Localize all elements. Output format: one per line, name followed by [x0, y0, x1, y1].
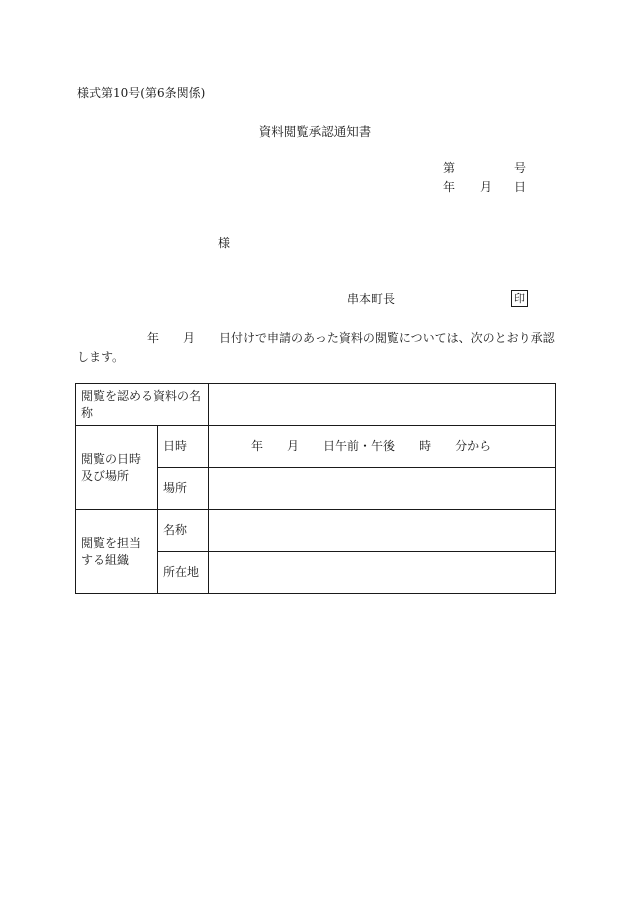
doc-date-day: 日	[514, 180, 527, 194]
addressee-honorific: 様	[218, 236, 231, 250]
doc-number-suffix: 号	[514, 161, 527, 175]
document-title: 資料閲覧承認通知書	[258, 124, 372, 139]
doc-number-prefix: 第	[443, 161, 456, 175]
table-row	[76, 426, 556, 468]
dt-month: 月	[287, 439, 300, 453]
doc-date-month: 月	[480, 180, 493, 194]
table-row	[76, 510, 556, 552]
dt-year: 年	[251, 439, 264, 453]
doc-date-year: 年	[443, 180, 456, 194]
material-name-value	[209, 384, 556, 426]
datetime-place-group-label: 閲覧の日時及び場所	[76, 426, 158, 510]
org-name-label: 名称	[158, 510, 209, 552]
datetime-value	[209, 426, 556, 468]
place-value	[209, 468, 556, 510]
org-address-value	[209, 552, 556, 594]
dt-day-ampm: 日午前・午後	[323, 439, 396, 453]
body-year: 年	[147, 331, 160, 345]
form-number: 様式第10号(第6条関係)	[77, 86, 206, 100]
material-name-label: 閲覧を認める資料の名称	[76, 384, 209, 426]
place-label: 場所	[158, 468, 209, 510]
seal-mark: 印	[511, 290, 528, 307]
responsible-org-group-label: 閲覧を担当する組織	[76, 510, 158, 594]
body-month: 月	[183, 331, 196, 345]
sender-name: 串本町長	[347, 292, 396, 306]
dt-hour: 時	[419, 439, 432, 453]
body-paragraph	[77, 329, 555, 367]
body-text: 日付けで申請のあった資料の閲覧については、次のとおり承認します。	[77, 331, 555, 364]
datetime-label: 日時	[158, 426, 209, 468]
approval-details-table	[75, 383, 556, 594]
table-row	[76, 384, 556, 426]
org-address-label: 所在地	[158, 552, 209, 594]
org-name-value	[209, 510, 556, 552]
dt-minute: 分から	[455, 439, 492, 453]
